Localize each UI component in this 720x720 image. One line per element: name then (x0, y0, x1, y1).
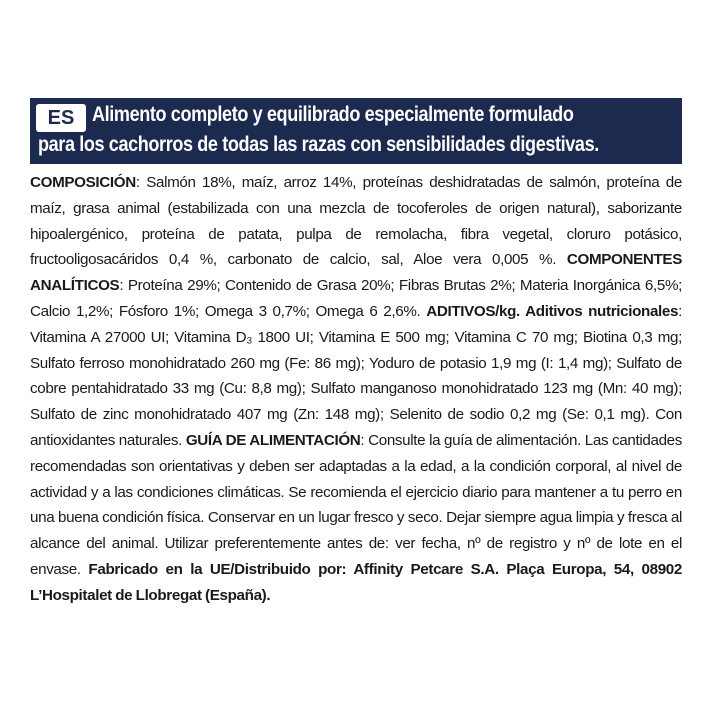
componentes-analiticos-text: : Proteína 29%; Contenido de Grasa 20%; Fibras Brutas 2%; Materia Inorgánica 6,5%; Calcio 1,2%; Fósforo 1%; Omega 3 0,7%; Omega 6 2,6%. (30, 277, 682, 320)
label-header-banner (30, 98, 682, 164)
aditivos-text: : Vitamina A 27000 UI; Vitamina D₃ 1800 UI; Vitamina E 500 mg; Vitamina C 70 mg; Biotina 0,3 mg; Sulfato ferroso monohidratado 260 mg (Fe: 86 mg); Yoduro de potasio 1,9 mg (I: 1,4 mg); Sulfato de cobre pentahidratado 33 mg (Cu: 8,8 mg); Sulfato manganoso monohidratado 123 mg (Mn: 40 mg); Sulfato de zinc monohidratado 407 mg (Zn: 148 mg); Selenito de sodio 0,2 mg (Se: 0,1 mg). Con antioxidantes naturales. (30, 302, 682, 449)
guia-alimentacion-text: : Consulte la guía de alimentación. Las cantidades recomendadas son orientativas y deben ser adaptadas a la edad, a la condición corporal, al nivel de actividad y a las condiciones climáticas. Se recomienda el ejercicio diario para mantener a tu perro en una buena condición física. Conservar en un lugar fresco y seco. Dejar siempre agua limpia y fresca al alcance del animal. Utilizar preferentemente antes de: ver fecha, nº de registro y nº de lote en el envase. (30, 431, 683, 578)
header-title-line-1: Alimento completo y equilibrado especialmente formulado (92, 103, 574, 126)
language-badge: ES (36, 104, 86, 132)
header-title-line-2: para los cachorros de todas las razas con sensibilidades digestivas. (38, 133, 599, 156)
componentes-analiticos-heading: COMPONENTES ANALÍTICOS (30, 251, 682, 295)
product-label-body (30, 170, 682, 609)
manufacturer-info: Fabricado en la UE/Distribuido por: Affinity Petcare S.A. Plaça Europa, 54, 08902 L’Hospitalet de Llobregat (España). (30, 560, 682, 604)
guia-alimentacion-heading: GUÍA DE ALIMENTACIÓN (185, 431, 361, 449)
composicion-heading: COMPOSICIÓN (30, 174, 136, 191)
composicion-text: : Salmón 18%, maíz, arroz 14%, proteínas deshidratadas de salmón, proteína de maíz, grasa animal (estabilizada con una mezcla de tocoferoles de origen natural), saborizante hipoalergénico, proteína de patata, pulpa de remolacha, fibra vegetal, cloruro potásico, fructooligosacáridos 0,4 %, carbonato de calcio, sal, Aloe vera 0,005 %. (30, 174, 682, 269)
aditivos-heading: ADITIVOS/kg. Aditivos nutricionales (426, 302, 679, 320)
